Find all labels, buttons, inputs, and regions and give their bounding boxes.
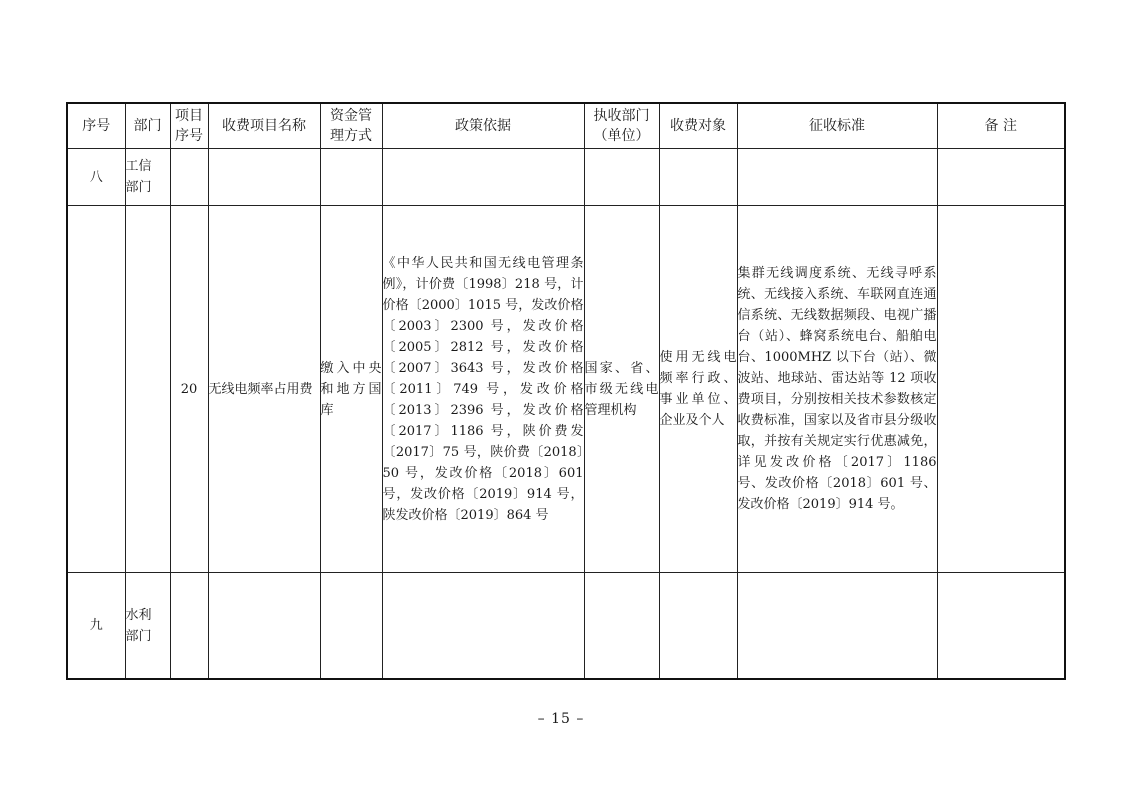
cell-collector — [584, 573, 659, 680]
cell-item-no: 20 — [170, 206, 208, 573]
cell-item-no — [170, 573, 208, 680]
fee-table — [66, 102, 1066, 680]
header-fund-management: 资金管 理方式 — [320, 103, 382, 149]
page-number: – 15 – — [537, 711, 585, 727]
cell-seq — [67, 206, 125, 573]
table-row — [67, 149, 1065, 206]
header-item-no: 项目 序号 — [170, 103, 208, 149]
header-remark: 备 注 — [937, 103, 1065, 149]
cell-item-name — [208, 573, 320, 680]
cell-fee-target — [659, 149, 737, 206]
cell-standard — [737, 149, 937, 206]
cell-item-name — [208, 149, 320, 206]
cell-standard: 集群无线调度系统、无线寻呼系统、无线接入系统、车联网直连通信系统、无线数据频段、电视广播台（站）、蜂窝系统电台、船舶电台、1000MHZ 以下台（站）、微波站、地球站、雷达站等 12 项收费项目，分别按相关技术参数核定收费标准，国家以及省市县分级收取，并按有关规定实行优惠减免，详见发改价格〔2017〕1186 号、发改价格〔2018〕601 号、发改价格〔2019〕914 号。 — [737, 206, 937, 573]
header-item-name: 收费项目名称 — [208, 103, 320, 149]
cell-dept: 水利 部门 — [125, 573, 170, 680]
cell-fund-management — [320, 573, 382, 680]
cell-fee-target — [659, 573, 737, 680]
cell-seq: 九 — [67, 573, 125, 680]
cell-policy-basis: 《中华人民共和国无线电管理条例》，计价费〔1998〕218 号，计价格〔2000〕1015 号，发改价格〔2003〕2300 号，发改价格〔2005〕2812 号，发改价格〔2007〕3643 号，发改价格〔2011〕749 号，发改价格〔2013〕2396 号，发改价格〔2017〕1186 号，陕价费发〔2017〕75 号，陕价费〔2018〕50 号，发改价格〔2018〕601 号，发改价格〔2019〕914 号，陕发改价格〔2019〕864 号 — [382, 206, 584, 573]
cell-item-name: 无线电频率占用费 — [208, 206, 320, 573]
cell-fee-target: 使用无线电频率行政、事业单位、企业及个人 — [659, 206, 737, 573]
table-header-row — [67, 103, 1065, 149]
header-collector: 执收部门 （单位） — [584, 103, 659, 149]
table-row — [67, 206, 1065, 573]
cell-dept — [125, 206, 170, 573]
cell-fund-management: 缴入中央和地方国库 — [320, 206, 382, 573]
header-policy-basis: 政策依据 — [382, 103, 584, 149]
cell-collector — [584, 149, 659, 206]
header-fee-target: 收费对象 — [659, 103, 737, 149]
cell-collector: 国家、省、市级无线电管理机构 — [584, 206, 659, 573]
cell-remark — [937, 206, 1065, 573]
table-row — [67, 573, 1065, 680]
cell-remark — [937, 149, 1065, 206]
cell-seq: 八 — [67, 149, 125, 206]
header-standard: 征收标准 — [737, 103, 937, 149]
cell-policy-basis — [382, 149, 584, 206]
cell-remark — [937, 573, 1065, 680]
header-seq: 序号 — [67, 103, 125, 149]
cell-fund-management — [320, 149, 382, 206]
cell-item-no — [170, 149, 208, 206]
cell-policy-basis — [382, 573, 584, 680]
cell-standard — [737, 573, 937, 680]
cell-dept: 工信 部门 — [125, 149, 170, 206]
header-dept: 部门 — [125, 103, 170, 149]
